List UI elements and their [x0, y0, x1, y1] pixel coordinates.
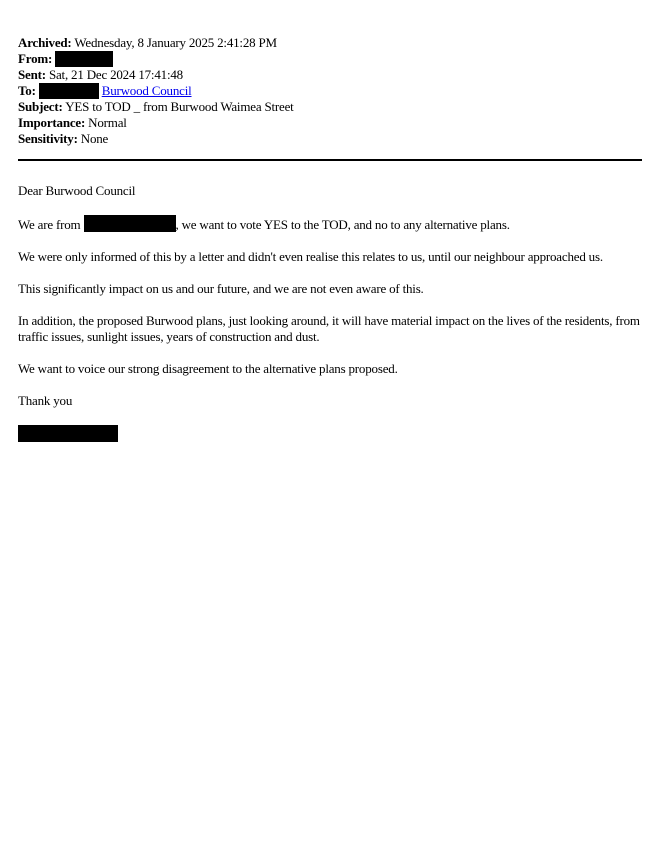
sent-value: Sat, 21 Dec 2024 17:41:48 [45, 67, 183, 82]
paragraph-impact: This significantly impact on us and our future, and we are not even aware of this. [18, 281, 424, 296]
paragraph-disagreement: We want to voice our strong disagreement to the alternative plans proposed. [18, 361, 398, 376]
to-label: To: [18, 83, 36, 98]
importance-value: Normal [85, 115, 127, 130]
paragraph-vote-start: We are from [18, 217, 84, 232]
paragraph-informed: We were only informed of this by a letter and didn't even realise this relates to us, until our neighbour approached us. [18, 249, 603, 264]
importance-line [18, 115, 642, 131]
greeting: Dear Burwood Council [18, 183, 136, 198]
archived-value: Wednesday, 8 January 2025 2:41:28 PM [71, 35, 277, 50]
location-redaction [84, 215, 176, 232]
archived-line [18, 35, 642, 51]
paragraph-addition-line2: traffic issues, sunlight issues, years of construction and dust. [18, 329, 320, 344]
subject-label: Subject: [18, 99, 63, 114]
sent-label: Sent: [18, 67, 46, 82]
from-redaction [55, 51, 113, 67]
email-body [18, 183, 642, 442]
sensitivity-value: None [77, 131, 109, 146]
closing: Thank you [18, 393, 73, 408]
paragraph-addition [18, 313, 642, 345]
paragraph-addition-line1: In addition, the proposed Burwood plans, just looking around, it will have material impact on the lives of the residents, from [18, 313, 640, 328]
subject-value: YES to TOD _ from Burwood Waimea Street [62, 99, 294, 114]
from-label: From: [18, 51, 53, 66]
sent-line [18, 67, 642, 83]
paragraph-vote-end: , we want to vote YES to the TOD, and no to any alternative plans. [175, 217, 510, 232]
sensitivity-line [18, 131, 642, 147]
header-divider [18, 159, 642, 161]
archived-label: Archived: [18, 35, 72, 50]
importance-label: Importance: [18, 115, 86, 130]
subject-line [18, 99, 642, 115]
sensitivity-label: Sensitivity: [18, 131, 78, 146]
signature-redaction [18, 425, 118, 442]
email-document [18, 35, 642, 442]
from-line [18, 51, 642, 67]
to-line [18, 83, 642, 99]
to-recipient-link[interactable]: Burwood Council [101, 83, 192, 98]
to-redaction [39, 83, 99, 99]
paragraph-vote [18, 215, 642, 233]
email-header [18, 35, 642, 147]
